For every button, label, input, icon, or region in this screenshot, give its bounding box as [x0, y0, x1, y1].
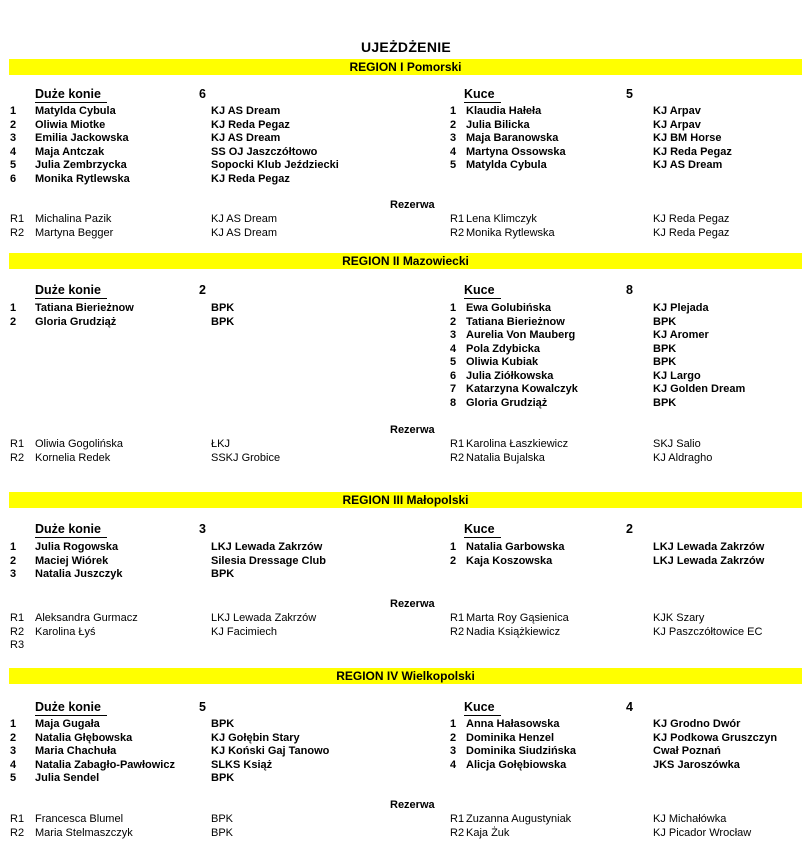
entry-name: Julia Sendel	[35, 772, 100, 784]
entry-no: 3	[10, 745, 17, 757]
entry-no: 2	[10, 731, 17, 744]
entry-no: 2	[10, 315, 17, 328]
ponies-column	[406, 0, 812, 851]
ponies-column	[406, 0, 812, 851]
entry-name: Karolina Łyś	[35, 625, 96, 638]
entry-club: KJ Aldragho	[653, 451, 713, 464]
entry-club: KJ Picador Wrocław	[653, 826, 752, 839]
entry-row	[406, 370, 812, 384]
entry-no: R1	[10, 213, 25, 225]
entry-no: 2	[450, 315, 457, 328]
entry-no: 3	[450, 329, 457, 341]
entry-name: Klaudia Hałeła	[466, 105, 542, 117]
category-count: 8	[626, 283, 633, 297]
reserve-row	[406, 452, 812, 466]
entry-name: Maja Antczak	[35, 145, 105, 158]
entry-row	[0, 772, 406, 786]
entry-name: Monika Rytlewska	[466, 226, 555, 239]
entry-club: KJ AS Dream	[211, 226, 278, 239]
entry-club: BPK	[211, 813, 234, 825]
entry-club: SS OJ Jaszczółtowo	[211, 145, 318, 158]
entry-name: Maciej Wiórek	[35, 554, 109, 567]
entry-row	[0, 745, 406, 759]
entry-club: KJ Facimiech	[211, 625, 278, 638]
entry-no: R1	[450, 438, 465, 450]
entry-club: LKJ Lewada Zakrzów	[211, 541, 323, 553]
entry-name: Julia Rogowska	[35, 541, 119, 553]
entry-club: KJ Arpav	[653, 118, 701, 131]
entries-list	[0, 302, 406, 329]
reserve-row	[0, 612, 406, 626]
reserve-row	[0, 213, 406, 227]
entry-club: KJ Arpav	[653, 105, 701, 117]
reserve-row	[0, 827, 406, 841]
reserve-list	[406, 213, 812, 240]
reserve-row	[406, 213, 812, 227]
entry-no: 3	[450, 132, 457, 144]
entry-row	[0, 718, 406, 732]
region-banner: REGION III Małopolski	[9, 492, 802, 508]
entry-no: R1	[10, 612, 25, 624]
entry-club: KJ Plejada	[653, 302, 709, 314]
entry-no: 2	[450, 118, 457, 131]
entry-row	[0, 759, 406, 773]
category-header: Duże konie	[35, 87, 107, 103]
reserve-row	[406, 227, 812, 241]
category-header: Kuce	[464, 522, 501, 538]
entry-name: Monika Rytlewska	[35, 172, 130, 185]
category-count: 5	[199, 700, 206, 714]
entry-no: R1	[10, 438, 25, 450]
entry-club: Silesia Dressage Club	[211, 554, 326, 567]
entry-club: BPK	[211, 826, 234, 839]
entry-row	[406, 329, 812, 343]
reserve-row	[0, 438, 406, 452]
entry-name: Zuzanna Augustyniak	[466, 813, 572, 825]
entry-name: Lena Klimczyk	[466, 213, 537, 225]
entry-no: 2	[450, 731, 457, 744]
entry-name: Gloria Grudziąż	[35, 315, 117, 328]
entry-no: R2	[450, 625, 465, 638]
entry-no: 1	[450, 105, 457, 117]
reserve-row	[406, 813, 812, 827]
entry-name: Julia Ziółkowska	[466, 369, 554, 382]
entry-no: R2	[450, 826, 465, 839]
entry-no: 3	[450, 745, 457, 757]
entry-club: LKJ Lewada Zakrzów	[211, 612, 317, 624]
entry-no: 6	[450, 369, 457, 382]
entry-row	[0, 555, 406, 569]
reserve-list	[406, 438, 812, 465]
entry-row	[0, 105, 406, 119]
reserve-list	[406, 612, 812, 639]
entry-row	[406, 555, 812, 569]
category-count: 3	[199, 522, 206, 536]
entry-club: KJ AS Dream	[211, 213, 278, 225]
entry-club: KJ Grodno Dwór	[653, 718, 741, 730]
entry-no: R1	[450, 813, 465, 825]
column-header-row	[406, 87, 812, 103]
column-header-row	[0, 700, 406, 716]
entry-club: SLKS Książ	[211, 758, 273, 771]
entry-club: KJ BM Horse	[653, 132, 722, 144]
entries-list	[0, 105, 406, 186]
entry-row	[0, 119, 406, 133]
entries-list	[0, 718, 406, 786]
entry-club: Cwał Poznań	[653, 745, 721, 757]
entry-name: Natalia Głębowska	[35, 731, 133, 744]
entry-row	[406, 732, 812, 746]
entry-no: R1	[450, 213, 465, 225]
entry-no: R3	[10, 639, 25, 651]
entry-no: 3	[10, 568, 17, 580]
entry-row	[406, 759, 812, 773]
entry-name: Oliwia Miotke	[35, 118, 106, 131]
entry-club: BPK	[653, 342, 677, 355]
entry-club: KJ Largo	[653, 369, 701, 382]
entry-name: Natalia Juszczyk	[35, 568, 123, 580]
entries-list	[406, 718, 812, 772]
entry-name: Karolina Łaszkiewicz	[466, 438, 569, 450]
entry-name: Oliwia Gogolińska	[35, 438, 124, 450]
ponies-column	[406, 0, 812, 851]
reserve-row	[0, 639, 406, 653]
reserve-row	[0, 452, 406, 466]
entry-club: BPK	[211, 302, 235, 314]
category-header: Kuce	[464, 283, 501, 299]
entry-club: KJ Reda Pegaz	[211, 118, 290, 131]
entry-name: Martyna Ossowska	[466, 145, 566, 158]
entry-club: KJ Michałówka	[653, 813, 727, 825]
entry-name: Maria Stelmaszczyk	[35, 826, 133, 839]
entry-no: R1	[10, 813, 25, 825]
entry-club: JKS Jaroszówka	[653, 758, 740, 771]
column-header-row	[0, 522, 406, 538]
entry-club: BPK	[653, 396, 677, 409]
entry-name: Maja Baranowska	[466, 132, 559, 144]
category-header: Duże konie	[35, 522, 107, 538]
page-title: UJEŻDŻENIE	[360, 39, 452, 55]
entry-club: LKJ Lewada Zakrzów	[653, 554, 765, 567]
entry-row	[406, 541, 812, 555]
entry-no: 1	[450, 541, 457, 553]
entry-no: R2	[10, 226, 25, 239]
entry-no: 3	[10, 132, 17, 144]
entry-club: KJ Aromer	[653, 329, 709, 341]
entry-name: Kornelia Redek	[35, 451, 111, 464]
entry-name: Martyna Begger	[35, 226, 114, 239]
category-count: 6	[199, 87, 206, 101]
region-banner: REGION II Mazowiecki	[9, 253, 802, 269]
entry-club: KJ Koński Gaj Tanowo	[211, 745, 330, 757]
entry-no: 1	[10, 718, 17, 730]
reserve-row	[0, 626, 406, 640]
entry-no: 2	[10, 118, 17, 131]
entry-club: KJ AS Dream	[211, 105, 281, 117]
column-header-row	[406, 522, 812, 538]
entry-name: Nadia Książkiewicz	[466, 625, 561, 638]
entry-no: 1	[450, 302, 457, 314]
entry-name: Anna Hałasowska	[466, 718, 560, 730]
entry-club: BPK	[653, 315, 677, 328]
reserve-row	[0, 227, 406, 241]
region-banner: REGION IV Wielkopolski	[9, 668, 802, 684]
entries-list	[406, 302, 812, 410]
reserve-heading: Rezerwa	[390, 199, 435, 211]
entry-row	[406, 356, 812, 370]
entry-no: R1	[450, 612, 465, 624]
entry-row	[406, 119, 812, 133]
entry-name: Marta Roy Gąsienica	[466, 612, 569, 624]
entry-name: Katarzyna Kowalczyk	[466, 383, 578, 395]
reserve-row	[406, 626, 812, 640]
entry-name: Matylda Cybula	[35, 105, 116, 117]
entry-no: R2	[10, 451, 25, 464]
category-count: 2	[626, 522, 633, 536]
category-header: Duże konie	[35, 283, 107, 299]
entry-name: Matylda Cybula	[466, 159, 547, 171]
entry-club: BPK	[211, 772, 235, 784]
category-header: Duże konie	[35, 700, 107, 716]
reserve-heading: Rezerwa	[390, 799, 435, 811]
entry-name: Gloria Grudziąż	[466, 396, 548, 409]
category-count: 2	[199, 283, 206, 297]
entry-row	[0, 173, 406, 187]
reserve-row	[406, 827, 812, 841]
reserve-row	[406, 612, 812, 626]
reserve-list	[0, 213, 406, 240]
reserve-list	[0, 813, 406, 840]
entry-club: Sopocki Klub Jeździecki	[211, 159, 339, 171]
entry-name: Kaja Koszowska	[466, 554, 553, 567]
entry-name: Julia Zembrzycka	[35, 159, 127, 171]
entry-row	[0, 541, 406, 555]
entry-name: Emilia Jackowska	[35, 132, 129, 144]
entry-no: 1	[10, 302, 17, 314]
entry-name: Natalia Garbowska	[466, 541, 565, 553]
entry-name: Kaja Żuk	[466, 826, 510, 839]
entry-name: Natalia Bujalska	[466, 451, 545, 464]
entry-no: 6	[10, 172, 17, 185]
column-header-row	[406, 700, 812, 716]
entry-name: Aleksandra Gurmacz	[35, 612, 138, 624]
entry-club: KJ Reda Pegaz	[653, 145, 732, 158]
entry-name: Michalina Pazik	[35, 213, 112, 225]
entry-row	[0, 316, 406, 330]
entry-no: 2	[450, 554, 457, 567]
entry-name: Aurelia Von Mauberg	[466, 329, 576, 341]
entry-no: R2	[450, 226, 465, 239]
category-header: Kuce	[464, 700, 501, 716]
entry-row	[406, 302, 812, 316]
entry-row	[406, 383, 812, 397]
reserve-list	[0, 438, 406, 465]
reserve-heading: Rezerwa	[390, 598, 435, 610]
entry-row	[406, 132, 812, 146]
entries-list	[406, 541, 812, 568]
entry-no: 7	[450, 383, 457, 395]
category-count: 4	[626, 700, 633, 714]
ponies-column	[406, 0, 812, 851]
entry-row	[406, 159, 812, 173]
entry-row	[406, 316, 812, 330]
entry-no: 5	[450, 159, 457, 171]
entry-no: 4	[450, 342, 457, 355]
entry-row	[406, 105, 812, 119]
entry-club: KJ Gołębin Stary	[211, 731, 300, 744]
entry-row	[0, 159, 406, 173]
entry-club: ŁKJ	[211, 438, 230, 450]
category-count: 5	[626, 87, 633, 101]
entry-no: 5	[10, 772, 17, 784]
entry-no: 5	[450, 356, 457, 368]
entry-no: R2	[10, 826, 25, 839]
entries-list	[0, 541, 406, 582]
entry-row	[406, 745, 812, 759]
entry-row	[0, 568, 406, 582]
entry-club: KJ Reda Pegaz	[211, 172, 290, 185]
entries-list	[406, 105, 812, 173]
column-header-row	[0, 87, 406, 103]
entry-name: Dominika Henzel	[466, 731, 555, 744]
entry-no: R2	[450, 451, 465, 464]
entry-no: 4	[450, 758, 457, 771]
entry-name: Francesca Blumel	[35, 813, 124, 825]
entry-name: Julia Bilicka	[466, 118, 530, 131]
entry-name: Maria Chachuła	[35, 745, 117, 757]
entry-name: Ewa Golubińska	[466, 302, 551, 314]
entry-no: 8	[450, 396, 457, 409]
category-header: Kuce	[464, 87, 501, 103]
entry-no: 1	[450, 718, 457, 730]
entry-name: Oliwia Kubiak	[466, 356, 539, 368]
entry-row	[0, 302, 406, 316]
entry-club: BPK	[211, 718, 235, 730]
entry-club: KJ Reda Pegaz	[653, 213, 730, 225]
entry-club: KJ Podkowa Gruszczyn	[653, 731, 778, 744]
entry-club: KJ Golden Dream	[653, 383, 746, 395]
entry-club: KJ AS Dream	[653, 159, 723, 171]
entry-name: Dominika Siudzińska	[466, 745, 577, 757]
entry-no: 4	[450, 145, 457, 158]
entry-row	[406, 397, 812, 411]
entry-no: 4	[10, 145, 17, 158]
entry-row	[406, 718, 812, 732]
entry-row	[0, 132, 406, 146]
entry-no: 1	[10, 105, 17, 117]
entry-row	[0, 732, 406, 746]
entry-club: KJ Reda Pegaz	[653, 226, 730, 239]
reserve-heading: Rezerwa	[390, 424, 435, 436]
entry-no: 2	[10, 554, 17, 567]
entry-club: KJK Szary	[653, 612, 705, 624]
reserve-row	[406, 438, 812, 452]
entry-no: 4	[10, 758, 17, 771]
entry-club: KJ AS Dream	[211, 132, 281, 144]
entry-name: Tatiana Bierieżnow	[466, 315, 565, 328]
entry-no: R2	[10, 625, 25, 638]
column-header-row	[0, 283, 406, 299]
column-header-row	[406, 283, 812, 299]
entry-name: Maja Gugała	[35, 718, 100, 730]
entry-club: SKJ Salio	[653, 438, 701, 450]
reserve-row	[0, 813, 406, 827]
entry-club: KJ Paszczółtowice EC	[653, 625, 763, 638]
reserve-list	[0, 612, 406, 653]
entry-row	[406, 146, 812, 160]
entry-name: Pola Zdybicka	[466, 342, 540, 355]
entry-club: BPK	[653, 356, 677, 368]
entry-row	[0, 146, 406, 160]
entry-name: Natalia Zabagło-Pawłowicz	[35, 758, 175, 771]
entry-club: LKJ Lewada Zakrzów	[653, 541, 765, 553]
region-banner: REGION I Pomorski	[9, 59, 802, 75]
entry-club: SSKJ Grobice	[211, 451, 281, 464]
reserve-list	[406, 813, 812, 840]
entry-name: Tatiana Bierieżnow	[35, 302, 134, 314]
entry-club: BPK	[211, 568, 235, 580]
entry-no: 5	[10, 159, 17, 171]
entry-name: Alicja Gołębiowska	[466, 758, 567, 771]
entry-row	[406, 343, 812, 357]
entry-club: BPK	[211, 315, 235, 328]
entry-no: 1	[10, 541, 17, 553]
